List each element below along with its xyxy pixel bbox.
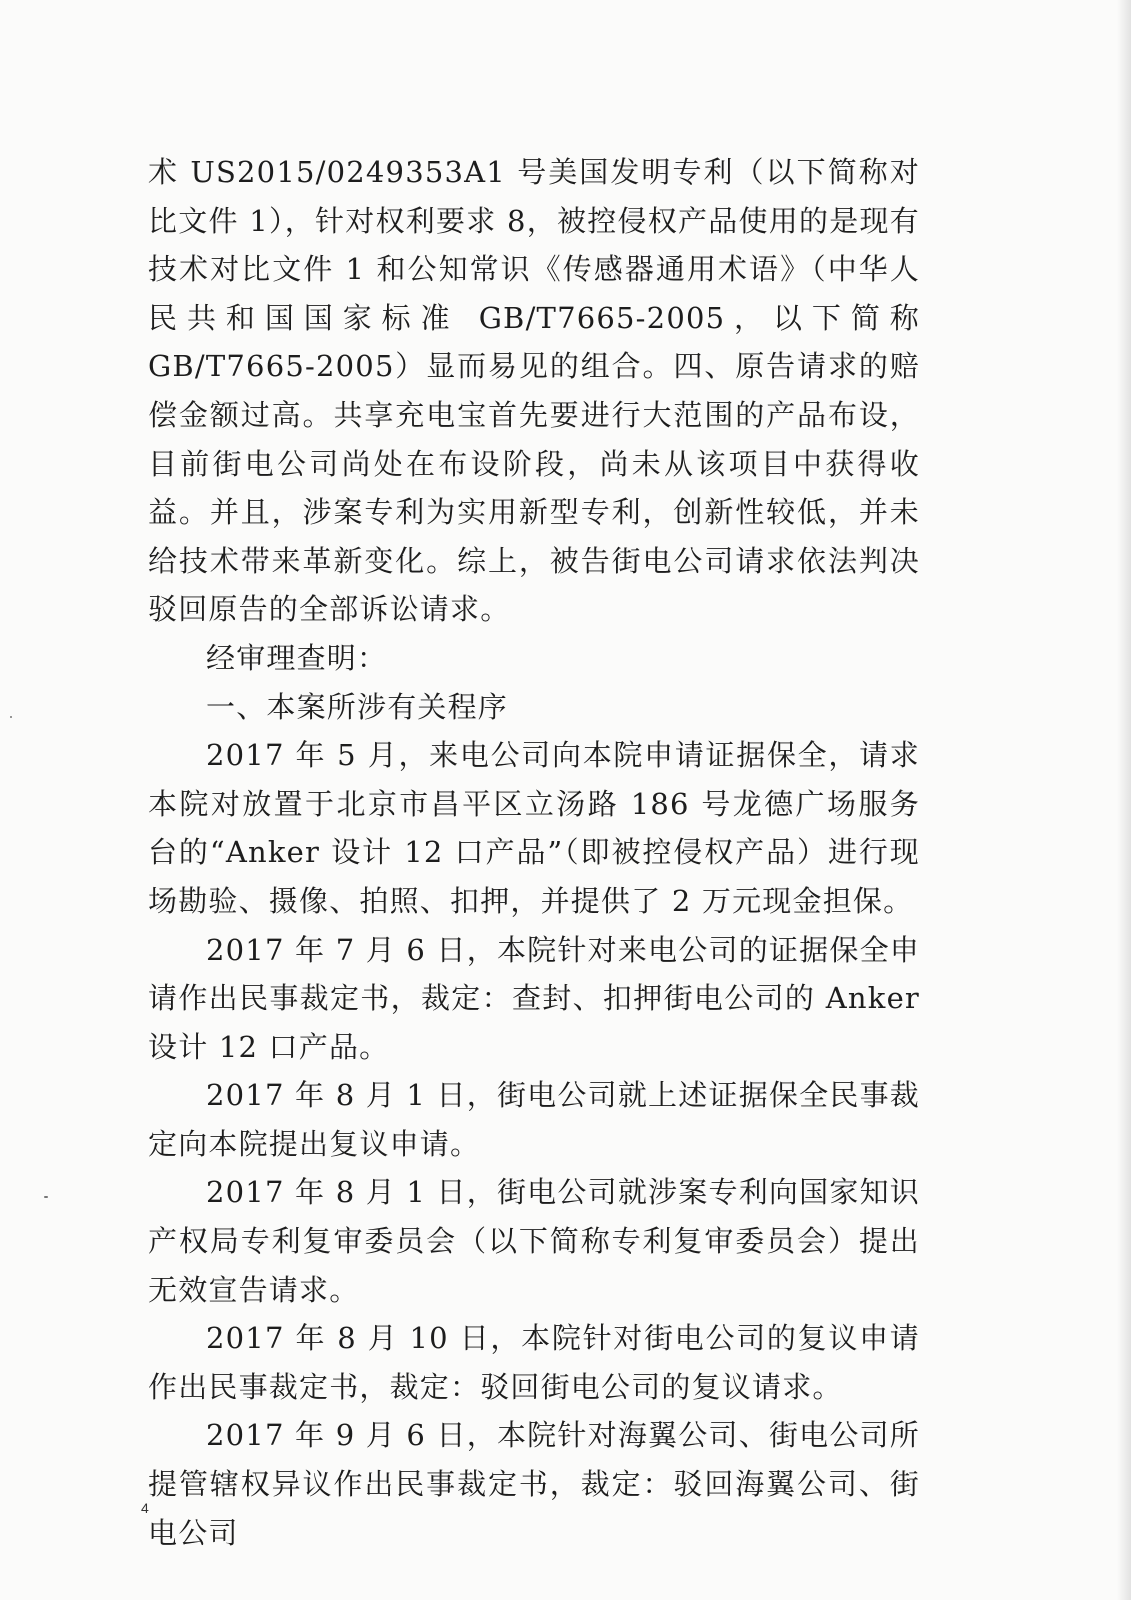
paragraph-section-heading: 一、本案所涉有关程序 xyxy=(206,689,509,724)
paragraph-defense-argument: 术 US2015/0249353A1 号美国发明专利（以下简称对比文件 1），针对权利要求 8，被控侵权产品使用的是现有技术对比文件 1 和公知常识《传感器通用术语》（中华人民共和国国家标准 GB/T7665-2005，以下简称 GB/T7665-2005）显而易见的组合。四、原告请求的赔偿金额过高。共享充电宝首先要进行大范围的产品布设，目前街电公司尚处在布设阶段，尚未从该项目中获得收益。并且，涉案专利为实用新型专利，创新性较低，并未给技术带来革新变化。综上，被告街电公司请求依法判决驳回原告的全部诉讼请求。 xyxy=(148,155,920,627)
paragraph-jurisdiction-objection: 2017 年 9 月 6 日，本院针对海翼公司、街电公司所提管辖权异议作出民事裁定书，裁定：驳回海翼公司、街电公司 xyxy=(148,1418,920,1550)
paragraph-evidence-preservation: 2017 年 5 月，来电公司向本院申请证据保全，请求本院对放置于北京市昌平区立汤路 186 号龙德广场服务台的“Anker 设计 12 口产品”（即被控侵权产品）进行现场勘验、摄像、拍照、扣押，并提供了 2 万元现金担保。 xyxy=(148,738,920,918)
scan-edge-shadow xyxy=(1117,0,1131,1600)
page-number: 4 xyxy=(141,1500,149,1516)
scan-speck xyxy=(10,716,12,718)
paragraph-findings-heading: 经审理查明： xyxy=(206,640,388,675)
paragraph-ruling-august: 2017 年 8 月 10 日，本院针对街电公司的复议申请作出民事裁定书，裁定：驳回街电公司的复议请求。 xyxy=(148,1321,920,1404)
paragraph-invalidation-request: 2017 年 8 月 1 日，街电公司就涉案专利向国家知识产权局专利复审委员会（以下简称专利复审委员会）提出无效宣告请求。 xyxy=(148,1175,920,1307)
scan-speck xyxy=(44,1196,48,1198)
paragraph-ruling-july: 2017 年 7 月 6 日，本院针对来电公司的证据保全申请作出民事裁定书，裁定：查封、扣押街电公司的 Anker 设计 12 口产品。 xyxy=(148,932,920,1064)
document-body xyxy=(148,148,920,1557)
paragraph-review-application: 2017 年 8 月 1 日，街电公司就上述证据保全民事裁定向本院提出复议申请。 xyxy=(148,1078,920,1161)
